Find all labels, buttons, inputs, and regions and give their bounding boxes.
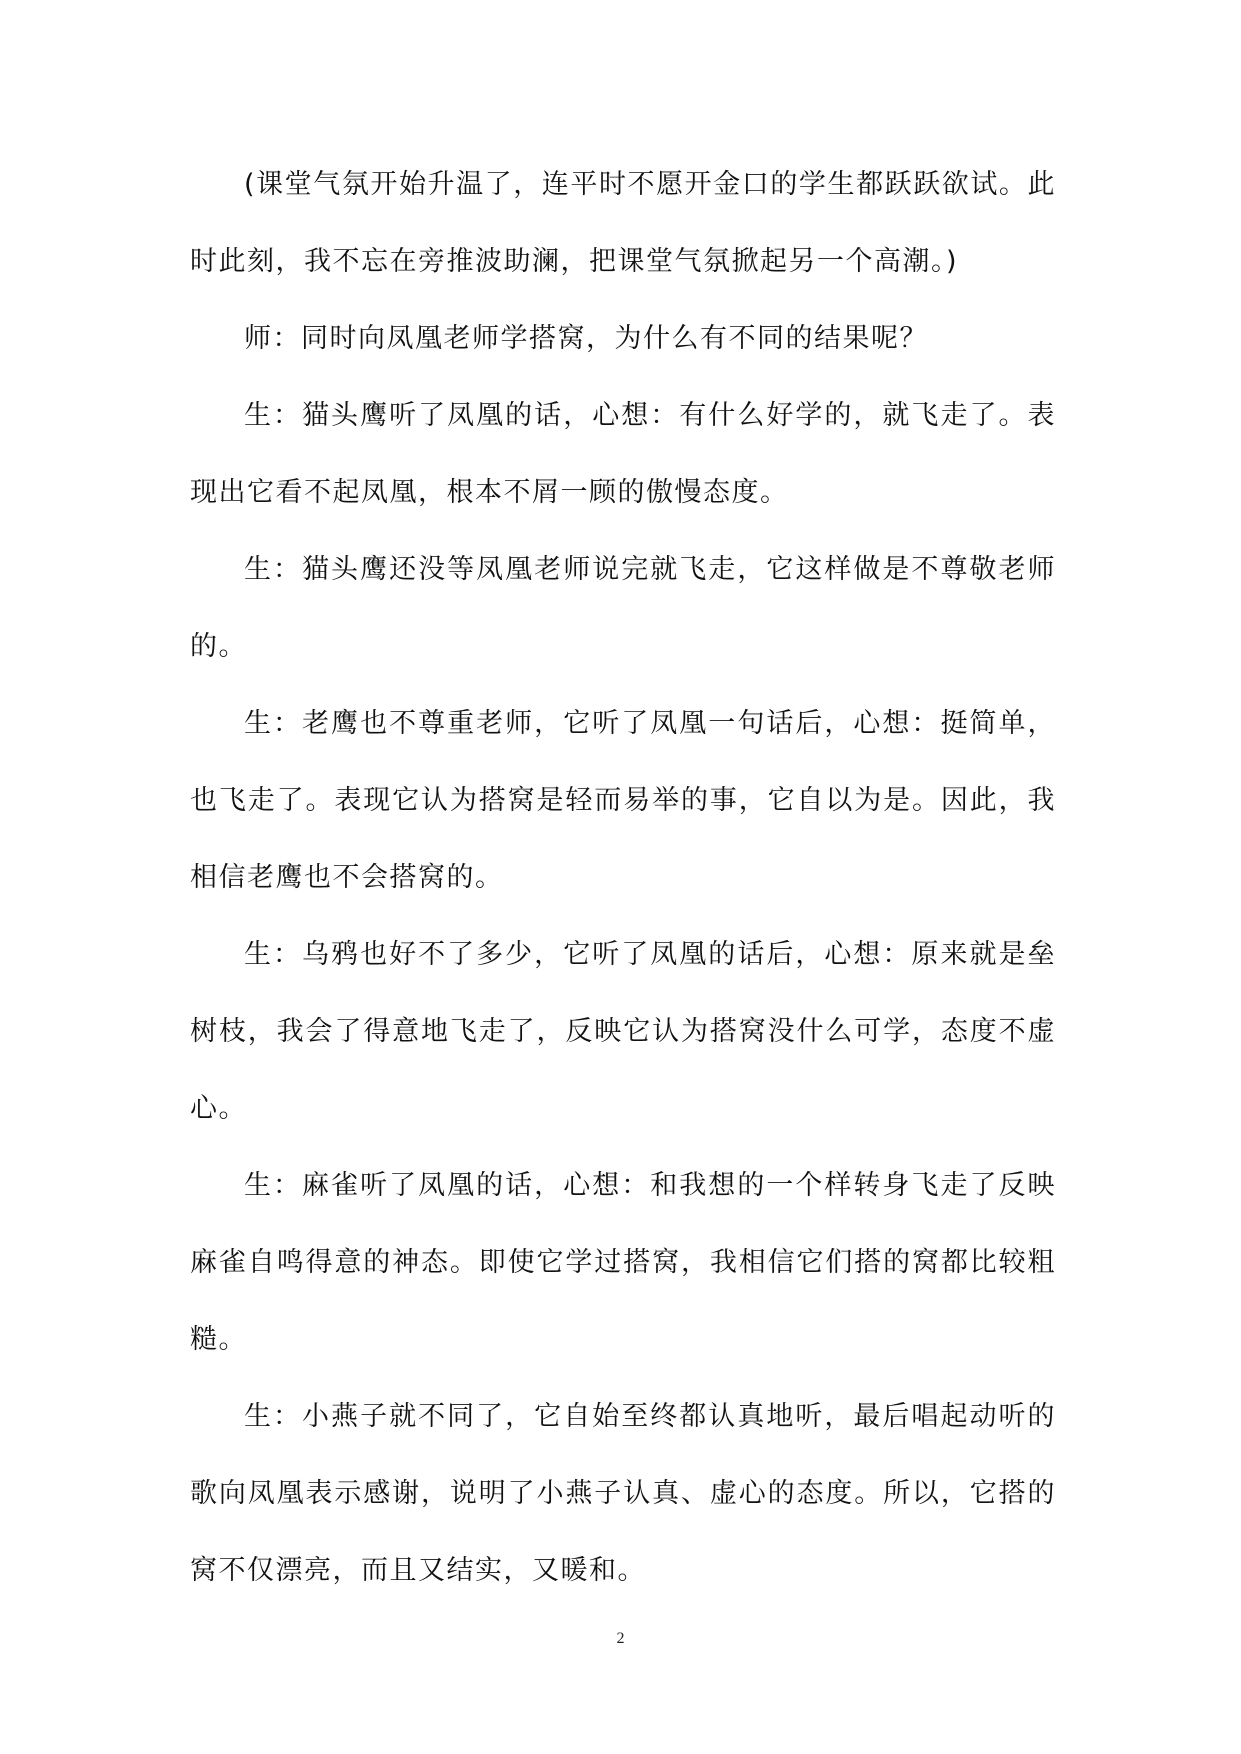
paragraph-teacher-question: 师：同时向凤凰老师学搭窝，为什么有不同的结果呢？: [244, 323, 928, 354]
paragraph-student-crow: 生：乌鸦也好不了多少，它听了凤凰的话后，心想：原来就是垒树枝，我会了得意地飞走了，反映它认为搭窝没什么可学，态度不虚心。: [190, 939, 1056, 1124]
paragraph-student-eagle: 生：老鹰也不尊重老师，它听了凤凰一句话后，心想：挺简单，也飞走了。表现它认为搭窝是轻而易举的事，它自以为是。因此，我相信老鹰也不会搭窝的。: [190, 708, 1056, 893]
paragraph-student-owl-1: 生：猫头鹰听了凤凰的话，心想：有什么好学的，就飞走了。表现出它看不起凤凰，根本不屑一顾的傲慢态度。: [190, 400, 1056, 508]
page-number: 2: [616, 1630, 625, 1647]
paragraph-student-swallow: 生：小燕子就不同了，它自始至终都认真地听，最后唱起动听的歌向凤凰表示感谢，说明了小燕子认真、虚心的态度。所以，它搭的窝不仅漂亮，而且又结实，又暖和。: [190, 1401, 1056, 1586]
paragraph-student-sparrow: 生：麻雀听了凤凰的话，心想：和我想的一个样转身飞走了反映麻雀自鸣得意的神态。即使它学过搭窝，我相信它们搭的窝都比较粗糙。: [190, 1170, 1056, 1355]
paragraph-student-owl-2: 生：猫头鹰还没等凤凰老师说完就飞走，它这样做是不尊敬老师的。: [190, 554, 1056, 662]
body-text: [190, 146, 1056, 1609]
paragraph-classroom-atmosphere: (课堂气氛开始升温了，连平时不愿开金口的学生都跃跃欲试。此时此刻，我不忘在旁推波助澜，把课堂气氛掀起另一个高潮。): [190, 169, 1056, 277]
